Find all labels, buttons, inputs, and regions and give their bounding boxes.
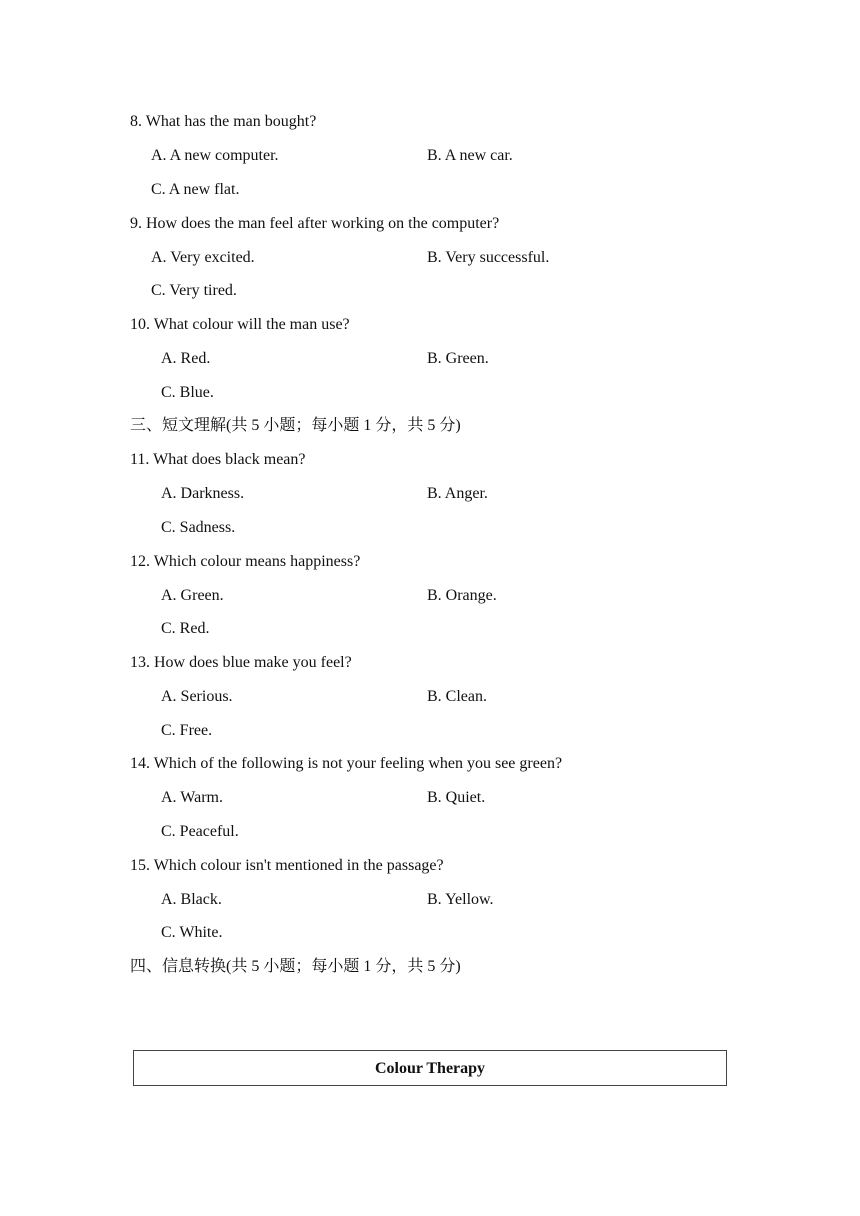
q9-option-c: C. Very tired. xyxy=(151,282,237,299)
q9-option-b: B. Very successful. xyxy=(427,249,550,266)
question-12: 12. Which colour means happiness? xyxy=(130,553,361,570)
question-10: 10. What colour will the man use? xyxy=(130,316,350,333)
q11-option-b: B. Anger. xyxy=(427,485,488,502)
q9-option-a: A. Very excited. xyxy=(151,249,255,266)
q8-option-a: A. A new computer. xyxy=(151,147,279,164)
question-14: 14. Which of the following is not your feeling when you see green? xyxy=(130,755,563,772)
q15-option-b: B. Yellow. xyxy=(427,891,494,908)
q15-option-a: A. Black. xyxy=(161,891,222,908)
question-11: 11. What does black mean? xyxy=(130,451,306,468)
q11-option-a: A. Darkness. xyxy=(161,485,245,502)
q12-option-b: B. Orange. xyxy=(427,587,497,604)
question-8: 8. What has the man bought? xyxy=(130,113,317,130)
q14-option-b: B. Quiet. xyxy=(427,789,486,806)
q12-option-c: C. Red. xyxy=(161,620,210,637)
q8-option-c: C. A new flat. xyxy=(151,181,240,198)
q13-option-a: A. Serious. xyxy=(161,688,233,705)
colour-therapy-table xyxy=(133,1050,727,1086)
question-13: 13. How does blue make you feel? xyxy=(130,654,352,671)
q14-option-c: C. Peaceful. xyxy=(161,823,239,840)
question-15: 15. Which colour isn't mentioned in the passage? xyxy=(130,857,444,874)
q11-option-c: C. Sadness. xyxy=(161,519,236,536)
q13-option-b: B. Clean. xyxy=(427,688,487,705)
q8-option-b: B. A new car. xyxy=(427,147,513,164)
q10-option-c: C. Blue. xyxy=(161,384,214,401)
question-9: 9. How does the man feel after working on the computer? xyxy=(130,215,500,232)
q10-option-b: B. Green. xyxy=(427,350,489,367)
q13-option-c: C. Free. xyxy=(161,722,213,739)
section-heading-reading: 三、短文理解(共 5 小题；每小题 1 分，共 5 分) xyxy=(130,417,461,434)
q10-option-a: A. Red. xyxy=(161,350,211,367)
q14-option-a: A. Warm. xyxy=(161,789,223,806)
q12-option-a: A. Green. xyxy=(161,587,224,604)
q15-option-c: C. White. xyxy=(161,924,223,941)
section-heading-info: 四、信息转换(共 5 小题；每小题 1 分，共 5 分) xyxy=(130,958,461,975)
table-title: Colour Therapy xyxy=(374,1060,486,1077)
